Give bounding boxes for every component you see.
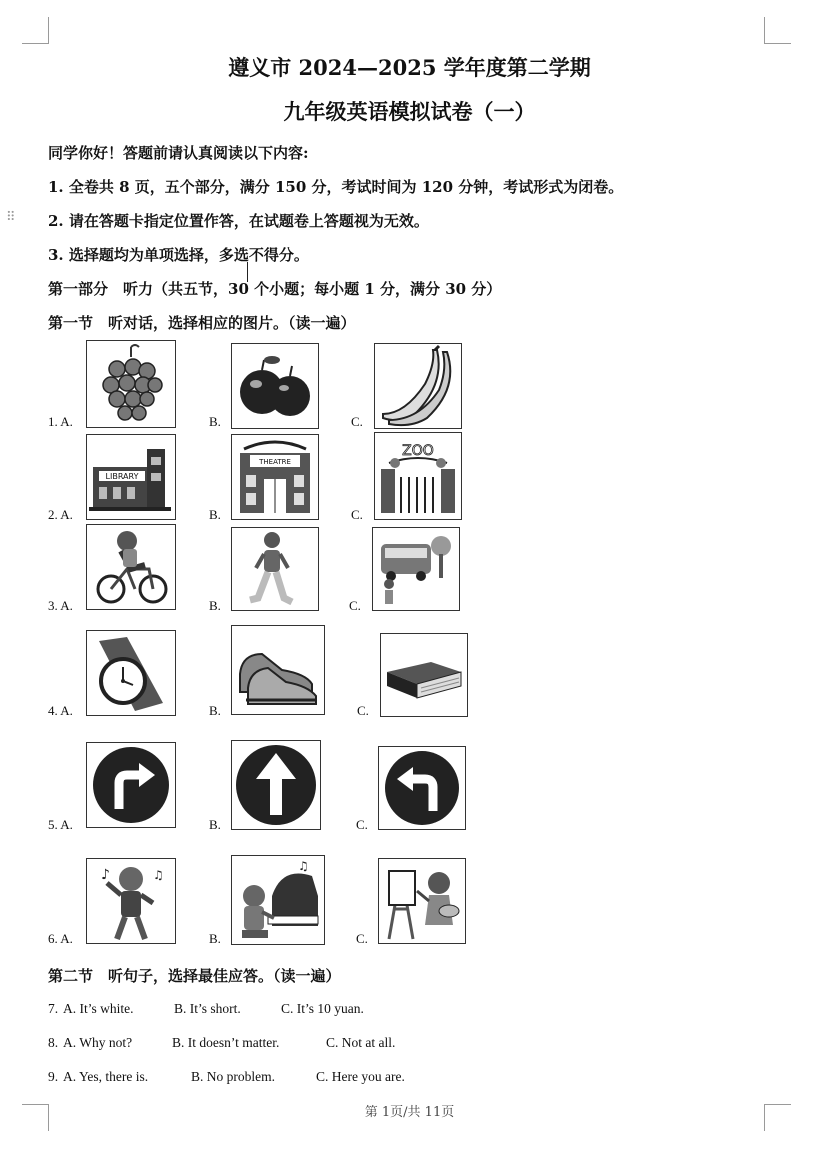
section1-heading: 第一节 听对话，选择相应的图片。（读一遍）: [48, 314, 356, 332]
question-number: 7.: [48, 1001, 59, 1016]
bananas-icon[interactable]: [374, 343, 462, 429]
turn-left-sign-icon[interactable]: [378, 746, 466, 830]
library-sign: LIBRARY: [105, 472, 139, 481]
boy-walking-icon[interactable]: [231, 527, 319, 611]
library-icon[interactable]: [86, 434, 176, 520]
answer-option[interactable]: A. Yes, there is.: [63, 1069, 149, 1084]
svg-text:♫: ♫: [298, 859, 309, 873]
boy-bus-icon[interactable]: [372, 527, 460, 611]
part1-heading: 第一部分 听力（共五节，30 个小题；每小题 1 分，满分 30 分）: [48, 280, 502, 298]
turn-right-sign-icon[interactable]: [86, 742, 176, 828]
apples-icon[interactable]: [231, 343, 319, 429]
answer-option[interactable]: B. It’s short.: [174, 1001, 241, 1016]
option-label: B.: [209, 817, 221, 832]
boy-singing-icon[interactable]: [86, 858, 176, 944]
section2-heading: 第二节 听句子，选择最佳应答。（读一遍）: [48, 967, 341, 985]
page-title: 遵义市 2024—2025 学年度第二学期: [228, 55, 591, 80]
watch-icon[interactable]: [86, 630, 176, 716]
option-label: B.: [209, 507, 221, 522]
theatre-icon[interactable]: [231, 434, 319, 520]
option-label: C.: [357, 703, 369, 718]
question-number: 9.: [48, 1069, 59, 1084]
answer-option[interactable]: C. Here you are.: [316, 1069, 405, 1084]
zoo-icon[interactable]: [374, 432, 462, 520]
answer-option[interactable]: B. No problem.: [191, 1069, 275, 1084]
go-straight-sign-icon[interactable]: [231, 740, 321, 830]
zoo-sign: ZOO: [402, 443, 434, 459]
instruction-item: 3. 选择题均为单项选择，多选不得分。: [48, 246, 309, 264]
page-subtitle: 九年级英语模拟试卷（一）: [283, 99, 536, 124]
question-number: 5. A.: [48, 817, 73, 832]
page-footer: 第 1页/共 11页: [364, 1105, 455, 1120]
option-label: C.: [349, 598, 361, 613]
instruction-item: 1. 全卷共 8 页，五个部分，满分 150 分，考试时间为 120 分钟，考试形式为闭卷。: [48, 178, 624, 196]
option-label: C.: [351, 507, 363, 522]
option-label: B.: [209, 414, 221, 429]
theatre-sign: THEATRE: [259, 458, 291, 466]
svg-text:♪: ♪: [101, 867, 110, 883]
answer-option[interactable]: B. It doesn’t matter.: [172, 1035, 280, 1050]
girl-painting-icon[interactable]: [378, 858, 466, 944]
option-label: C.: [351, 414, 363, 429]
answer-option[interactable]: A. It’s white.: [63, 1001, 134, 1016]
option-label: C.: [356, 931, 368, 946]
option-label: B.: [209, 931, 221, 946]
crop-mark-top-left: [22, 17, 49, 44]
question-number: 1. A.: [48, 414, 73, 429]
option-label: B.: [209, 598, 221, 613]
grapes-icon[interactable]: [86, 340, 176, 428]
instruction-item: 2. 请在答题卡指定位置作答，在试题卷上答题视为无效。: [48, 212, 429, 230]
option-label: B.: [209, 703, 221, 718]
question-number: 8.: [48, 1035, 59, 1050]
answer-option[interactable]: C. It’s 10 yuan.: [281, 1001, 364, 1016]
boy-piano-icon[interactable]: [231, 855, 325, 945]
question-number: 6. A.: [48, 931, 73, 946]
boy-cycling-icon[interactable]: [86, 524, 176, 610]
drag-handle-icon[interactable]: ⠿: [6, 210, 15, 225]
book-icon[interactable]: [380, 633, 468, 717]
instructions-greeting: 同学你好！答题前请认真阅读以下内容:: [48, 144, 309, 162]
question-number: 4. A.: [48, 703, 73, 718]
sneakers-icon[interactable]: [231, 625, 325, 715]
svg-text:♫: ♫: [153, 868, 164, 882]
answer-option[interactable]: A. Why not?: [63, 1035, 133, 1050]
crop-mark-top-right: [764, 17, 791, 44]
option-label: C.: [356, 817, 368, 832]
answer-option[interactable]: C. Not at all.: [326, 1035, 396, 1050]
question-number: 2. A.: [48, 507, 73, 522]
question-number: 3. A.: [48, 598, 73, 613]
